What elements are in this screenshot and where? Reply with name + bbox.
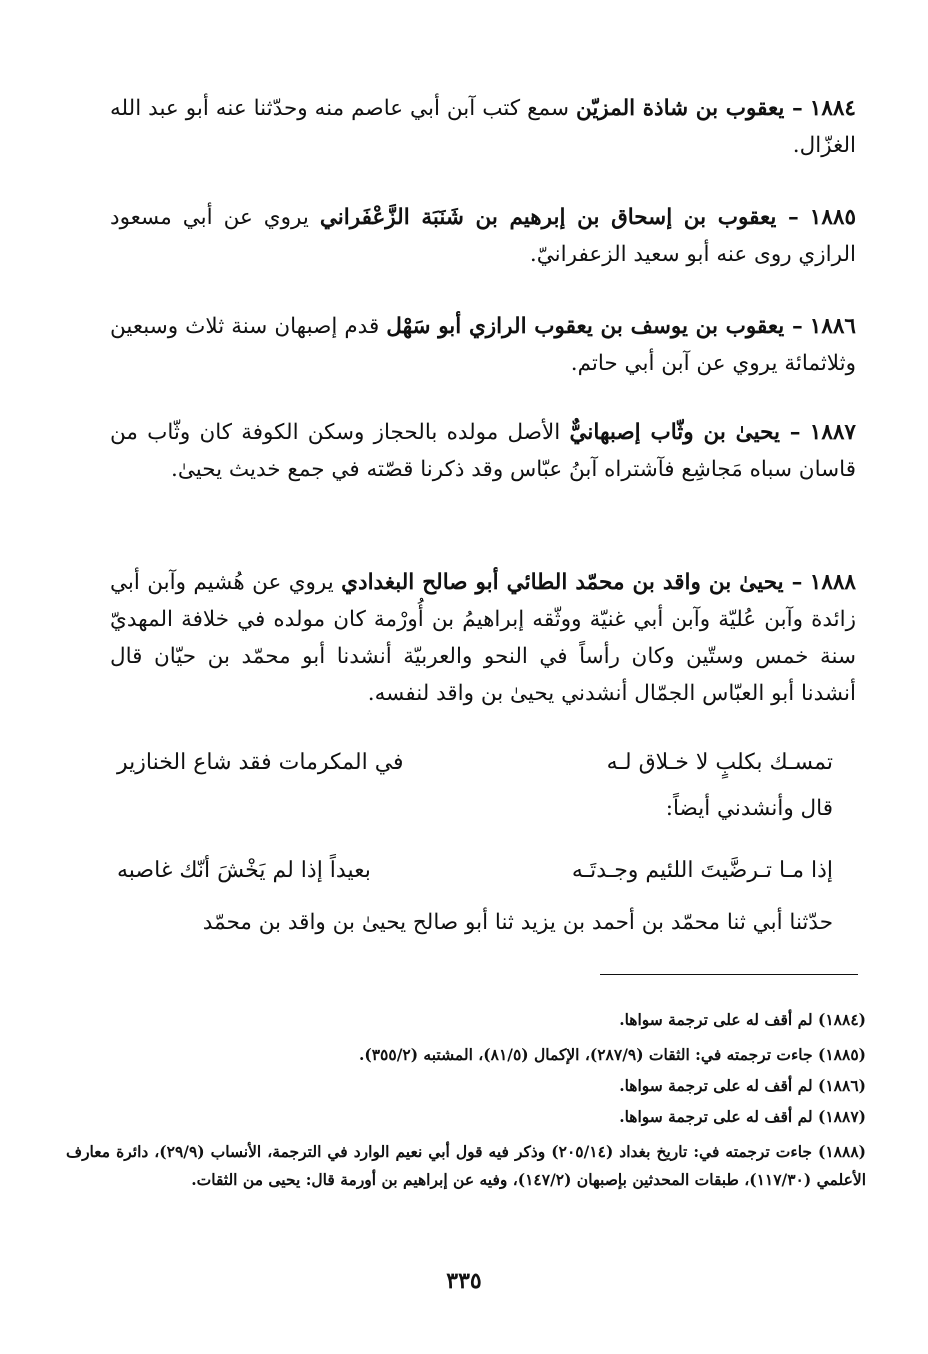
verse-first-hemistich: تمسـك بكلبٍ لا خـلاق لـه: [606, 749, 833, 775]
entry-1887: ١٨٨٧ – يحيىٰ بن وثّاب إصبهانيٌّ الأصل مولده بالحجاز وسكن الكوفة كان وثّاب من قاسان سباه مَجاشِع فآشتراه آبنُ عبّاس وقد ذكرنا قصّته في جمع خديث يحيىٰ.: [110, 420, 856, 482]
footnote-1887: (١٨٨٧) لم أقف له على ترجمة سواها.: [619, 1107, 866, 1126]
entry-text: يروي عن هُشيم وآبن أبي زائدة وآبن عُليّة وآبن أبي غنيّة ووثّقه إبراهيمُ بن أُورْمة كان مولده في خلافة المهديّ سنة خمس وستّين وكان رأساً في النحو والعربيّة أنشدنا أبو محمّد بن حيّان قال أنشدنا أبو العبّاس الجمّال أنشدني يحيىٰ بن واقد لنفسه.: [110, 570, 856, 706]
page-number: ٣٣٥: [446, 1268, 482, 1294]
said-again-line: قال وأنشدني أيضاً:: [665, 796, 833, 821]
verse-2: [117, 850, 833, 890]
footnote-separator: [600, 974, 858, 975]
entry-text: يروي عن أبي مسعود الرازي روى عنه أبو سعيد الزعفرانيّ.: [110, 205, 856, 267]
entry-number: ١٨٨٧: [809, 420, 856, 445]
entry-name: يحيىٰ بن واقد بن محمّد الطائي أبو صالح البغدادي: [341, 570, 784, 595]
footnote-1886: (١٨٨٦) لم أقف له على ترجمة سواها.: [619, 1076, 866, 1095]
entry-text: سمع كتب آبن أبي عاصم منه وحدّثنا عنه أبو عبد الله الغزّال.: [110, 96, 856, 158]
footnote-1888: (١٨٨٨) جاءت ترجمته في: تاريخ بغداد (٢٠٥/١٤) وذكر فيه قول أبي نعيم الوارد في الترجمة، الأنساب (٢٩/٩)، دائرة معارف الأعلمي (١١٧/٣٠)، طبقات المحدثين بإصبهان (١٤٧/٢)، وفيه عن إبراهيم بن أورمة قال: يحيى من الثقات.: [66, 1142, 867, 1189]
entry-number: ١٨٨٨: [809, 570, 856, 595]
footnote-1885: (١٨٨٥) جاءت ترجمته في: الثقات (٢٨٧/٩)، الإكمال (٨١/٥)، المشتبه (٣٥٥/٢).: [358, 1045, 866, 1064]
entry-name: يعقوب بن يوسف بن يعقوب الرازي أبو سَهْل: [386, 314, 785, 339]
entry-text: الأصل مولده بالحجاز وسكن الكوفة كان وثّاب من قاسان سباه مَجاشِع فآشتراه آبنُ عبّاس وقد ذكرنا قصّته في جمع خديث يحيىٰ.: [110, 420, 856, 482]
isnad-line: حدّثنا أبي ثنا محمّد بن أحمد بن يزيد ثنا أبو صالح يحيىٰ بن واقد بن محمّد: [202, 910, 833, 935]
verse-1: [117, 742, 833, 782]
entry-1884: ١٨٨٤ – يعقوب بن شاذة المزيّن سمع كتب آبن أبي عاصم منه وحدّثنا عنه أبو عبد الله الغزّال.: [110, 96, 856, 158]
entry-number: ١٨٨٤: [809, 96, 856, 121]
verse-second-hemistich: في المكرمات فقد شاع الخنازير: [117, 749, 404, 775]
entry-1886: ١٨٨٦ – يعقوب بن يوسف بن يعقوب الرازي أبو سَهْل قدم إصبهان سنة ثلاث وسبعين وثلاثمائة يروي عن آبن أبي حاتم.: [110, 314, 856, 376]
entry-1888: ١٨٨٨ – يحيىٰ بن واقد بن محمّد الطائي أبو صالح البغدادي يروي عن هُشيم وآبن أبي زائدة وآبن عُليّة وآبن أبي غنيّة ووثّقه إبراهيمُ بن أُورْمة كان مولده في خلافة المهديّ سنة خمس وستّين وكان رأساً في النحو والعربيّة أنشدنا أبو محمّد بن حيّان قال أنشدنا أبو العبّاس الجمّال أنشدني يحيىٰ بن واقد لنفسه.: [110, 570, 856, 706]
entry-number: ١٨٨٦: [809, 314, 856, 339]
verse-second-hemistich: بعيداً إذا لم يَخْشَ أنّك غاصبه: [117, 857, 371, 883]
entry-number: ١٨٨٥: [809, 205, 856, 230]
entry-name: يعقوب بن إسحاق بن إبرهيم بن شَنَبَة الزَّعْفَراني: [319, 205, 777, 230]
entry-1885: ١٨٨٥ – يعقوب بن إسحاق بن إبرهيم بن شَنَبَة الزَّعْفَراني يروي عن أبي مسعود الرازي روى عنه أبو سعيد الزعفرانيّ.: [110, 205, 856, 267]
entry-name: يحيىٰ بن وثّاب إصبهانيٌّ: [569, 420, 780, 445]
footnote-1884: (١٨٨٤) لم أقف له على ترجمة سواها.: [619, 1010, 866, 1029]
entry-name: يعقوب بن شاذة المزيّن: [575, 96, 785, 121]
entry-text: قدم إصبهان سنة ثلاث وسبعين وثلاثمائة يروي عن آبن أبي حاتم.: [110, 314, 856, 376]
verse-first-hemistich: إذا مـا تـرضَّيتَ اللئيم وجـدتَـه: [571, 857, 833, 883]
